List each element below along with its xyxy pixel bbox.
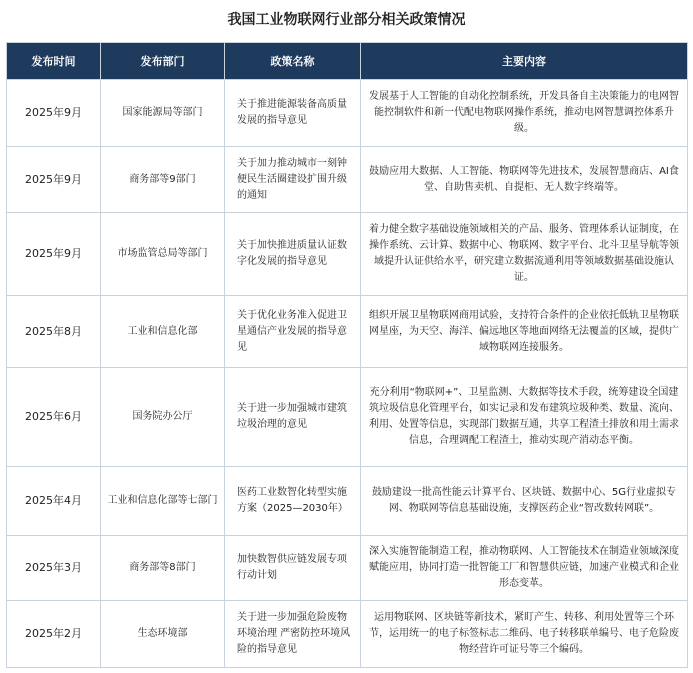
- table-row: [7, 213, 688, 296]
- table-row: [7, 296, 688, 368]
- cell-dept: 市场监管总局等部门: [101, 213, 225, 296]
- cell-date: 2025年9月: [7, 147, 101, 213]
- cell-date: 2025年9月: [7, 213, 101, 296]
- page-title: 我国工业物联网行业部分相关政策情况: [227, 12, 466, 28]
- header-date: 发布时间: [7, 43, 101, 80]
- cell-content: 组织开展卫星物联网商用试验，支持符合条件的企业依托低轨卫星物联网星座，为天空、海洋、偏远地区等地面网络无法覆盖的区域，提供广域物联网连接服务。: [361, 296, 688, 368]
- table-row: [7, 368, 688, 467]
- table-row: [7, 467, 688, 536]
- cell-content: 鼓励建设一批高性能云计算平台、区块链、数据中心、5G行业虚拟专网、物联网等信息基础设施，支撑医药企业“智改数转网联”。: [361, 467, 688, 536]
- cell-content: 发展基于人工智能的自动化控制系统，开发具备自主决策能力的电网智能控制软件和新一代配电物联网操作系统，推动电网智慧调控体系升级。: [361, 80, 688, 147]
- cell-content: 运用物联网、区块链等新技术，紧盯产生、转移、利用处置等三个环节，运用统一的电子标签标志二维码、电子转移联单编号、电子危险废物经营许可证号等三个编码。: [361, 601, 688, 668]
- cell-policy-name: 医药工业数智化转型实施方案（2025—2030年）: [225, 467, 361, 536]
- cell-policy-name: 关于进一步加强城市建筑垃圾治理的意见: [225, 368, 361, 467]
- cell-date: 2025年6月: [7, 368, 101, 467]
- cell-policy-name: 关于加快推进质量认证数字化发展的指导意见: [225, 213, 361, 296]
- table-row: [7, 147, 688, 213]
- cell-dept: 工业和信息化部: [101, 296, 225, 368]
- cell-policy-name: 加快数智供应链发展专项行动计划: [225, 536, 361, 601]
- cell-date: 2025年8月: [7, 296, 101, 368]
- table-row: [7, 80, 688, 147]
- cell-content: 充分利用“物联网+”、卫星监测、大数据等技术手段，统筹建设全国建筑垃圾信息化管理平台，如实记录和发布建筑垃圾种类、数量、流向、利用、处置等信息，实现部门数据互通，共享工程渣土排放和用土需求信息，合理调配工程渣土，推动实现产消动态平衡。: [361, 368, 688, 467]
- table-header-row: [7, 43, 688, 80]
- cell-dept: 工业和信息化部等七部门: [101, 467, 225, 536]
- table-row: [7, 601, 688, 668]
- cell-dept: 生态环境部: [101, 601, 225, 668]
- header-name: 政策名称: [225, 43, 361, 80]
- cell-dept: 国务院办公厅: [101, 368, 225, 467]
- cell-dept: 商务部等9部门: [101, 147, 225, 213]
- header-content: 主要内容: [361, 43, 688, 80]
- cell-content: 着力健全数字基础设施领域相关的产品、服务、管理体系认证制度，在操作系统、云计算、数据中心、物联网、数字平台、北斗卫星导航等领域提升认证供给水平，研究建立数据流通利用等领域数据基础设施认证。: [361, 213, 688, 296]
- cell-dept: 商务部等8部门: [101, 536, 225, 601]
- cell-policy-name: 关于加力推动城市一刻钟便民生活圈建设扩围升级的通知: [225, 147, 361, 213]
- cell-policy-name: 关于优化业务准入促进卫星通信产业发展的指导意见: [225, 296, 361, 368]
- cell-content: 深入实施智能制造工程，推动物联网、人工智能技术在制造业领域深度赋能应用，协同打造一批智能工厂和智慧供应链，加速产业模式和企业形态变革。: [361, 536, 688, 601]
- policy-table: [6, 42, 688, 668]
- cell-date: 2025年4月: [7, 467, 101, 536]
- cell-policy-name: 关于推进能源装备高质量发展的指导意见: [225, 80, 361, 147]
- header-dept: 发布部门: [101, 43, 225, 80]
- cell-policy-name: 关于进一步加强危险废物环境治理 严密防控环境风险的指导意见: [225, 601, 361, 668]
- cell-date: 2025年2月: [7, 601, 101, 668]
- table-row: [7, 536, 688, 601]
- cell-dept: 国家能源局等部门: [101, 80, 225, 147]
- cell-date: 2025年3月: [7, 536, 101, 601]
- cell-date: 2025年9月: [7, 80, 101, 147]
- cell-content: 鼓励应用大数据、人工智能、物联网等先进技术，发展智慧商店、AI食堂、自助售卖机、自提柜、无人数字终端等。: [361, 147, 688, 213]
